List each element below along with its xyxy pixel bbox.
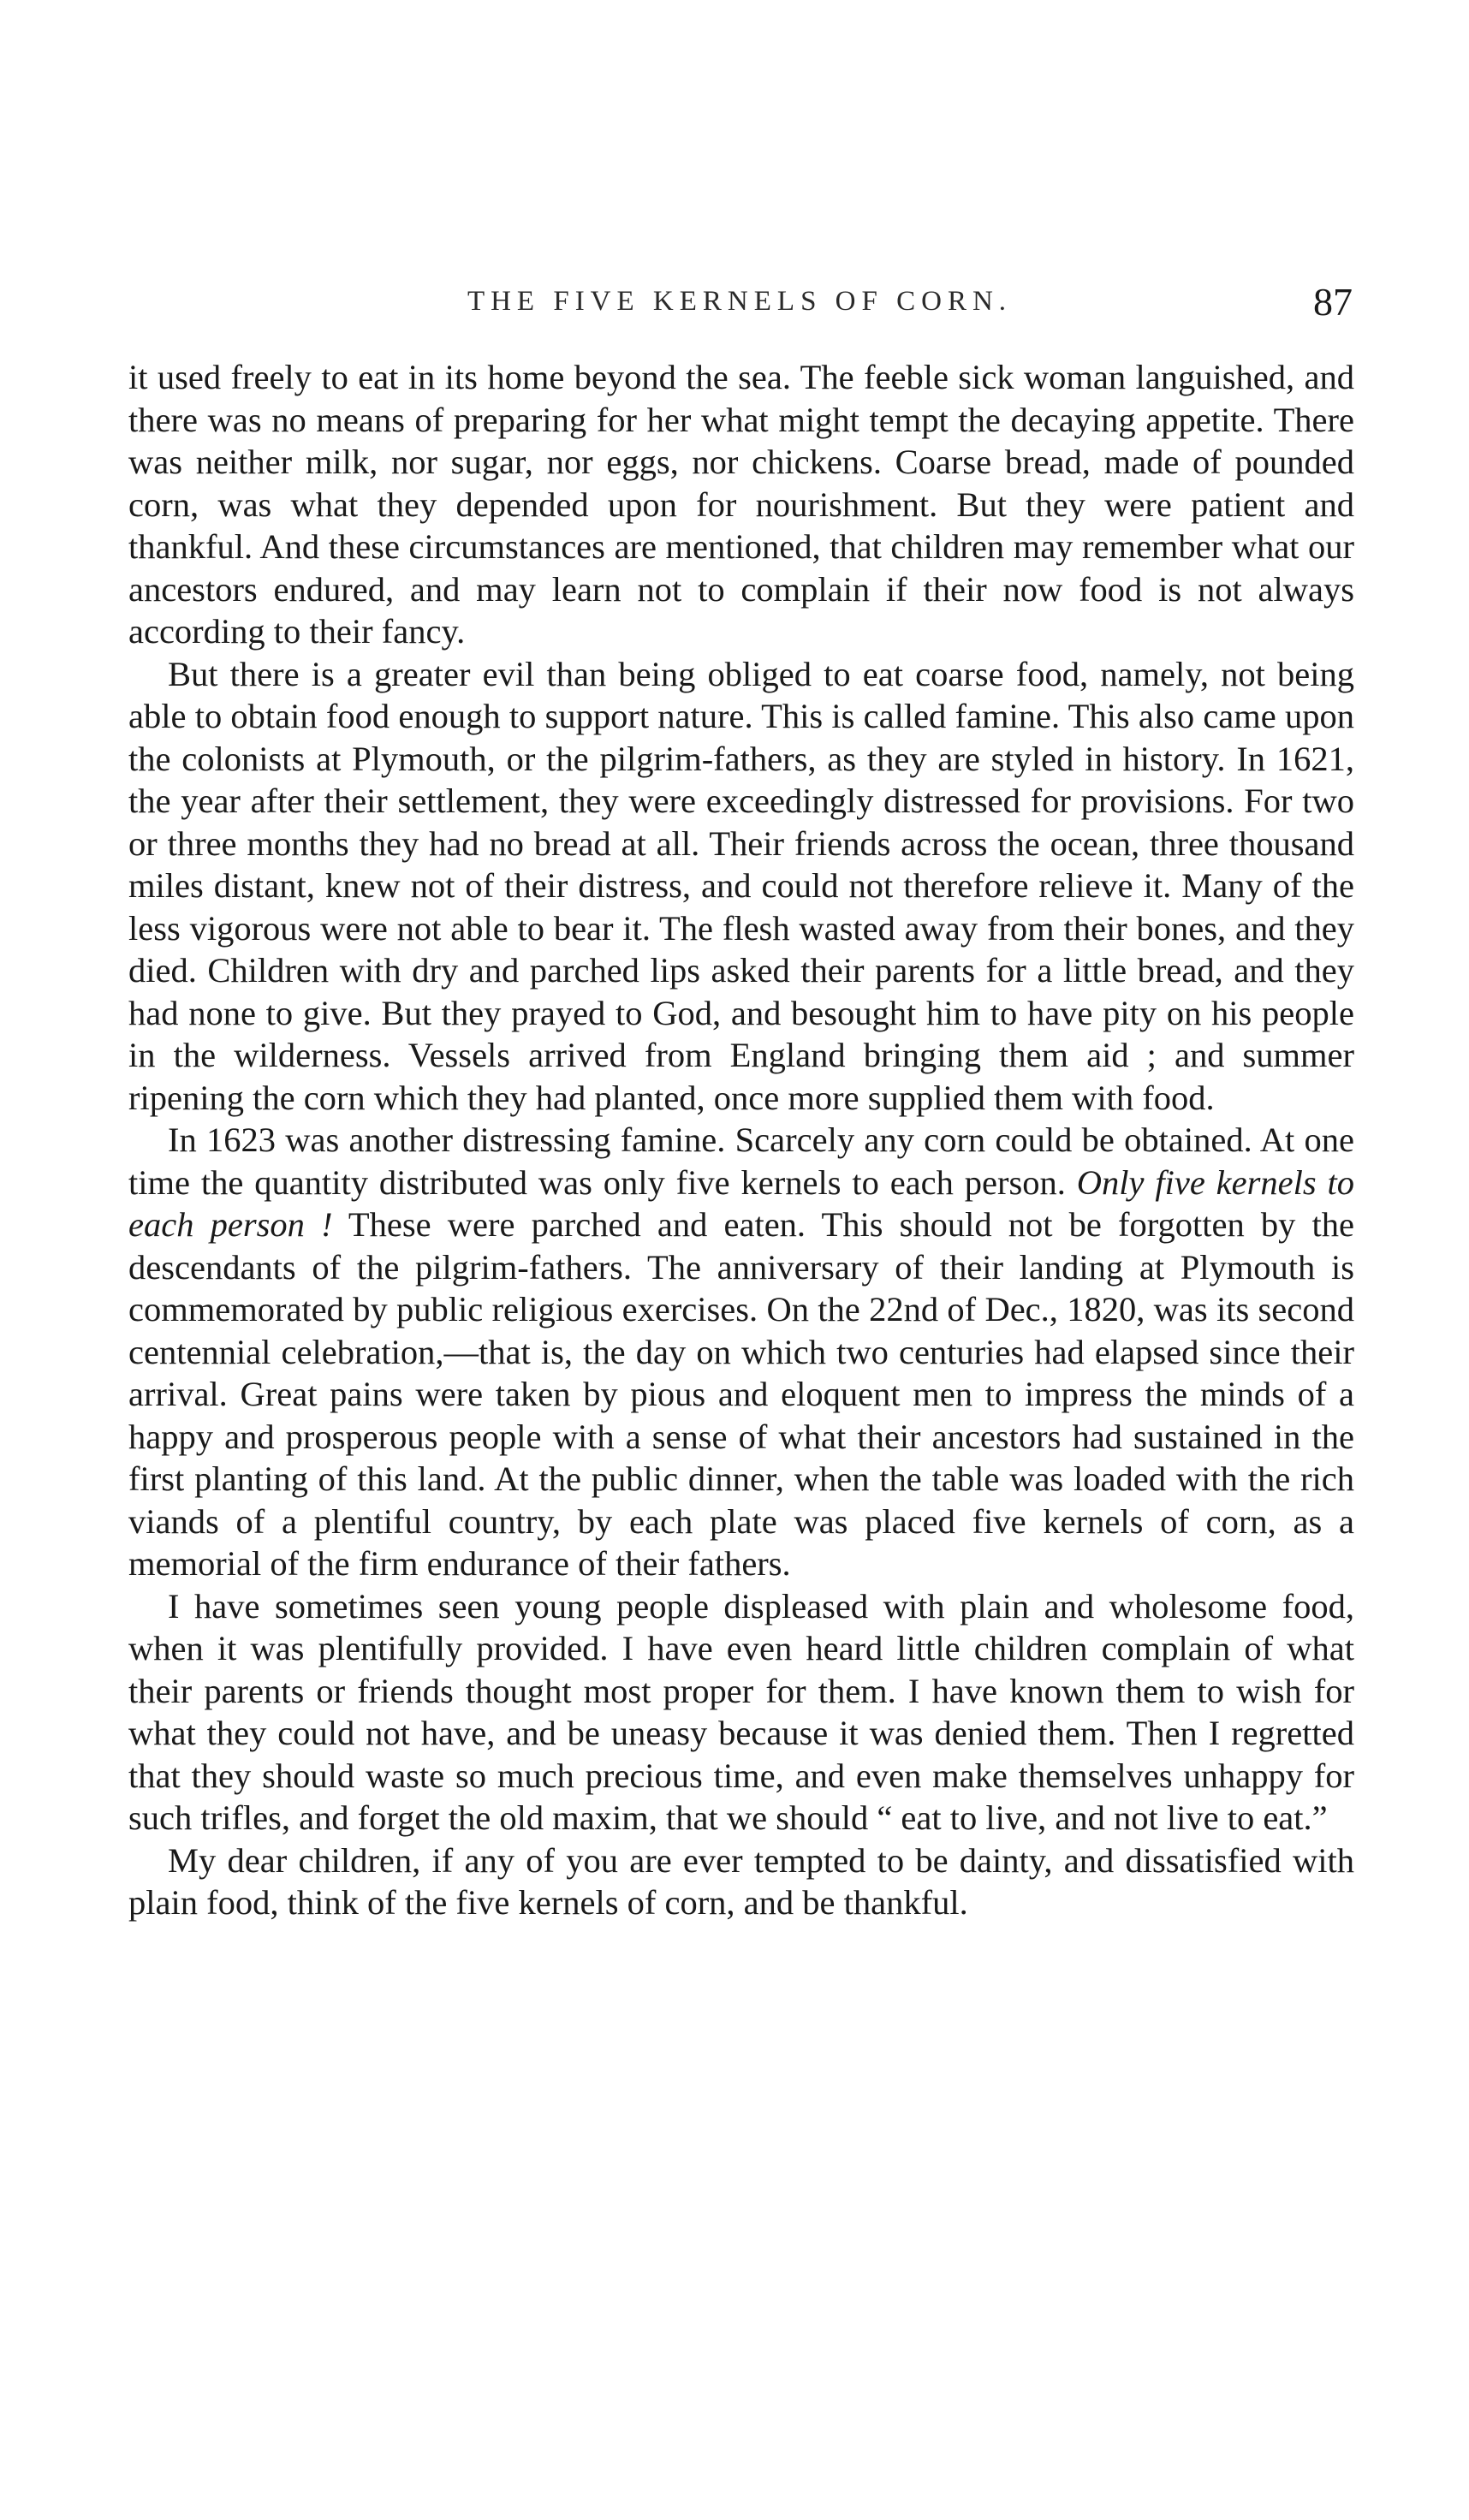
paragraph-5: My dear children, if any of you are ever tempted to be dainty, and dissatisfied with plain food, think of the five kernels of corn, and be thankful. xyxy=(128,1840,1354,1922)
paragraph-2: But there is a greater evil than being obliged to eat coarse food, namely, not being able to obtain food enough to support nature. This is called famine. This also came upon the colonists at Plymouth, or the pilgrim-fathers, as they are styled in history. In 1621, the year after their settlement, they were exceedingly distressed for provisions. For two or three months they had no bread at all. Their friends across the ocean, three thousand miles distant, knew not of their distress, and could not therefore relieve it. Many of the less vigorous were not able to bear it. The flesh wasted away from their bones, and they died. Children with dry and parched lips asked their parents for a little bread, and they had none to give. But they prayed to God, and besought him to have pity on his people in the wilderness. Vessels arrived from England bringing them aid ; and summer ripening the corn which they had planted, once more supplied them with food. xyxy=(128,654,1354,1117)
paragraph-3 xyxy=(128,1119,1354,1585)
running-head xyxy=(127,279,1353,330)
paragraph-3-text-after: These were parched and eaten. This should not be forgotten by the descendants of the pilgrim-fathers. The anniversary of their landing at Plymouth is commemorated by public religious exercises. On the 22nd of Dec., 1820, was its second centennial celebration,—that is, the day on which two centuries had elapsed since their arrival. Great pains were taken by pious and eloquent men to impress the minds of a happy and prosperous people with a sense of what their ancestors had sustained in the first planting of this land. At the public dinner, when the table was loaded with the rich viands of a plentiful country, by each plate was placed five kernels of corn, as a memorial of the firm endurance of their fathers. xyxy=(128,1205,1354,1583)
page-number: 87 xyxy=(1313,280,1353,324)
paragraph-3-text-before: In 1623 was another distressing famine. Scarcely any corn could be obtained. At one time the quantity distributed was only five kernels to each person. xyxy=(128,1120,1354,1202)
paragraph-3-emphasis: Only five kernels to each person ! xyxy=(128,1162,1354,1244)
body-text xyxy=(128,356,1354,1924)
paragraph-1: it used freely to eat in its home beyond the sea. The feeble sick woman languished, and there was no means of preparing for her what might tempt the decaying appetite. There was neither milk, nor sugar, nor eggs, nor chickens. Coarse bread, made of pounded corn, was what they depended upon for nourishment. But they were patient and thankful. And these circumstances are mentioned, that children may remember what our ancestors endured, and may learn not to complain if their now food is not always according to their fancy. xyxy=(128,358,1354,651)
paragraph-4: I have sometimes seen young people displeased with plain and wholesome food, when it was plentifully provided. I have even heard little children complain of what their parents or friends thought most proper for them. I have known them to wish for what they could not have, and be uneasy because it was denied them. Then I regretted that they should waste so much precious time, and even make themselves unhappy for such trifles, and forget the old maxim, that we should “ eat to live, and not live to eat.” xyxy=(128,1586,1354,1837)
running-title: THE FIVE KERNELS OF CORN. xyxy=(467,286,1013,317)
